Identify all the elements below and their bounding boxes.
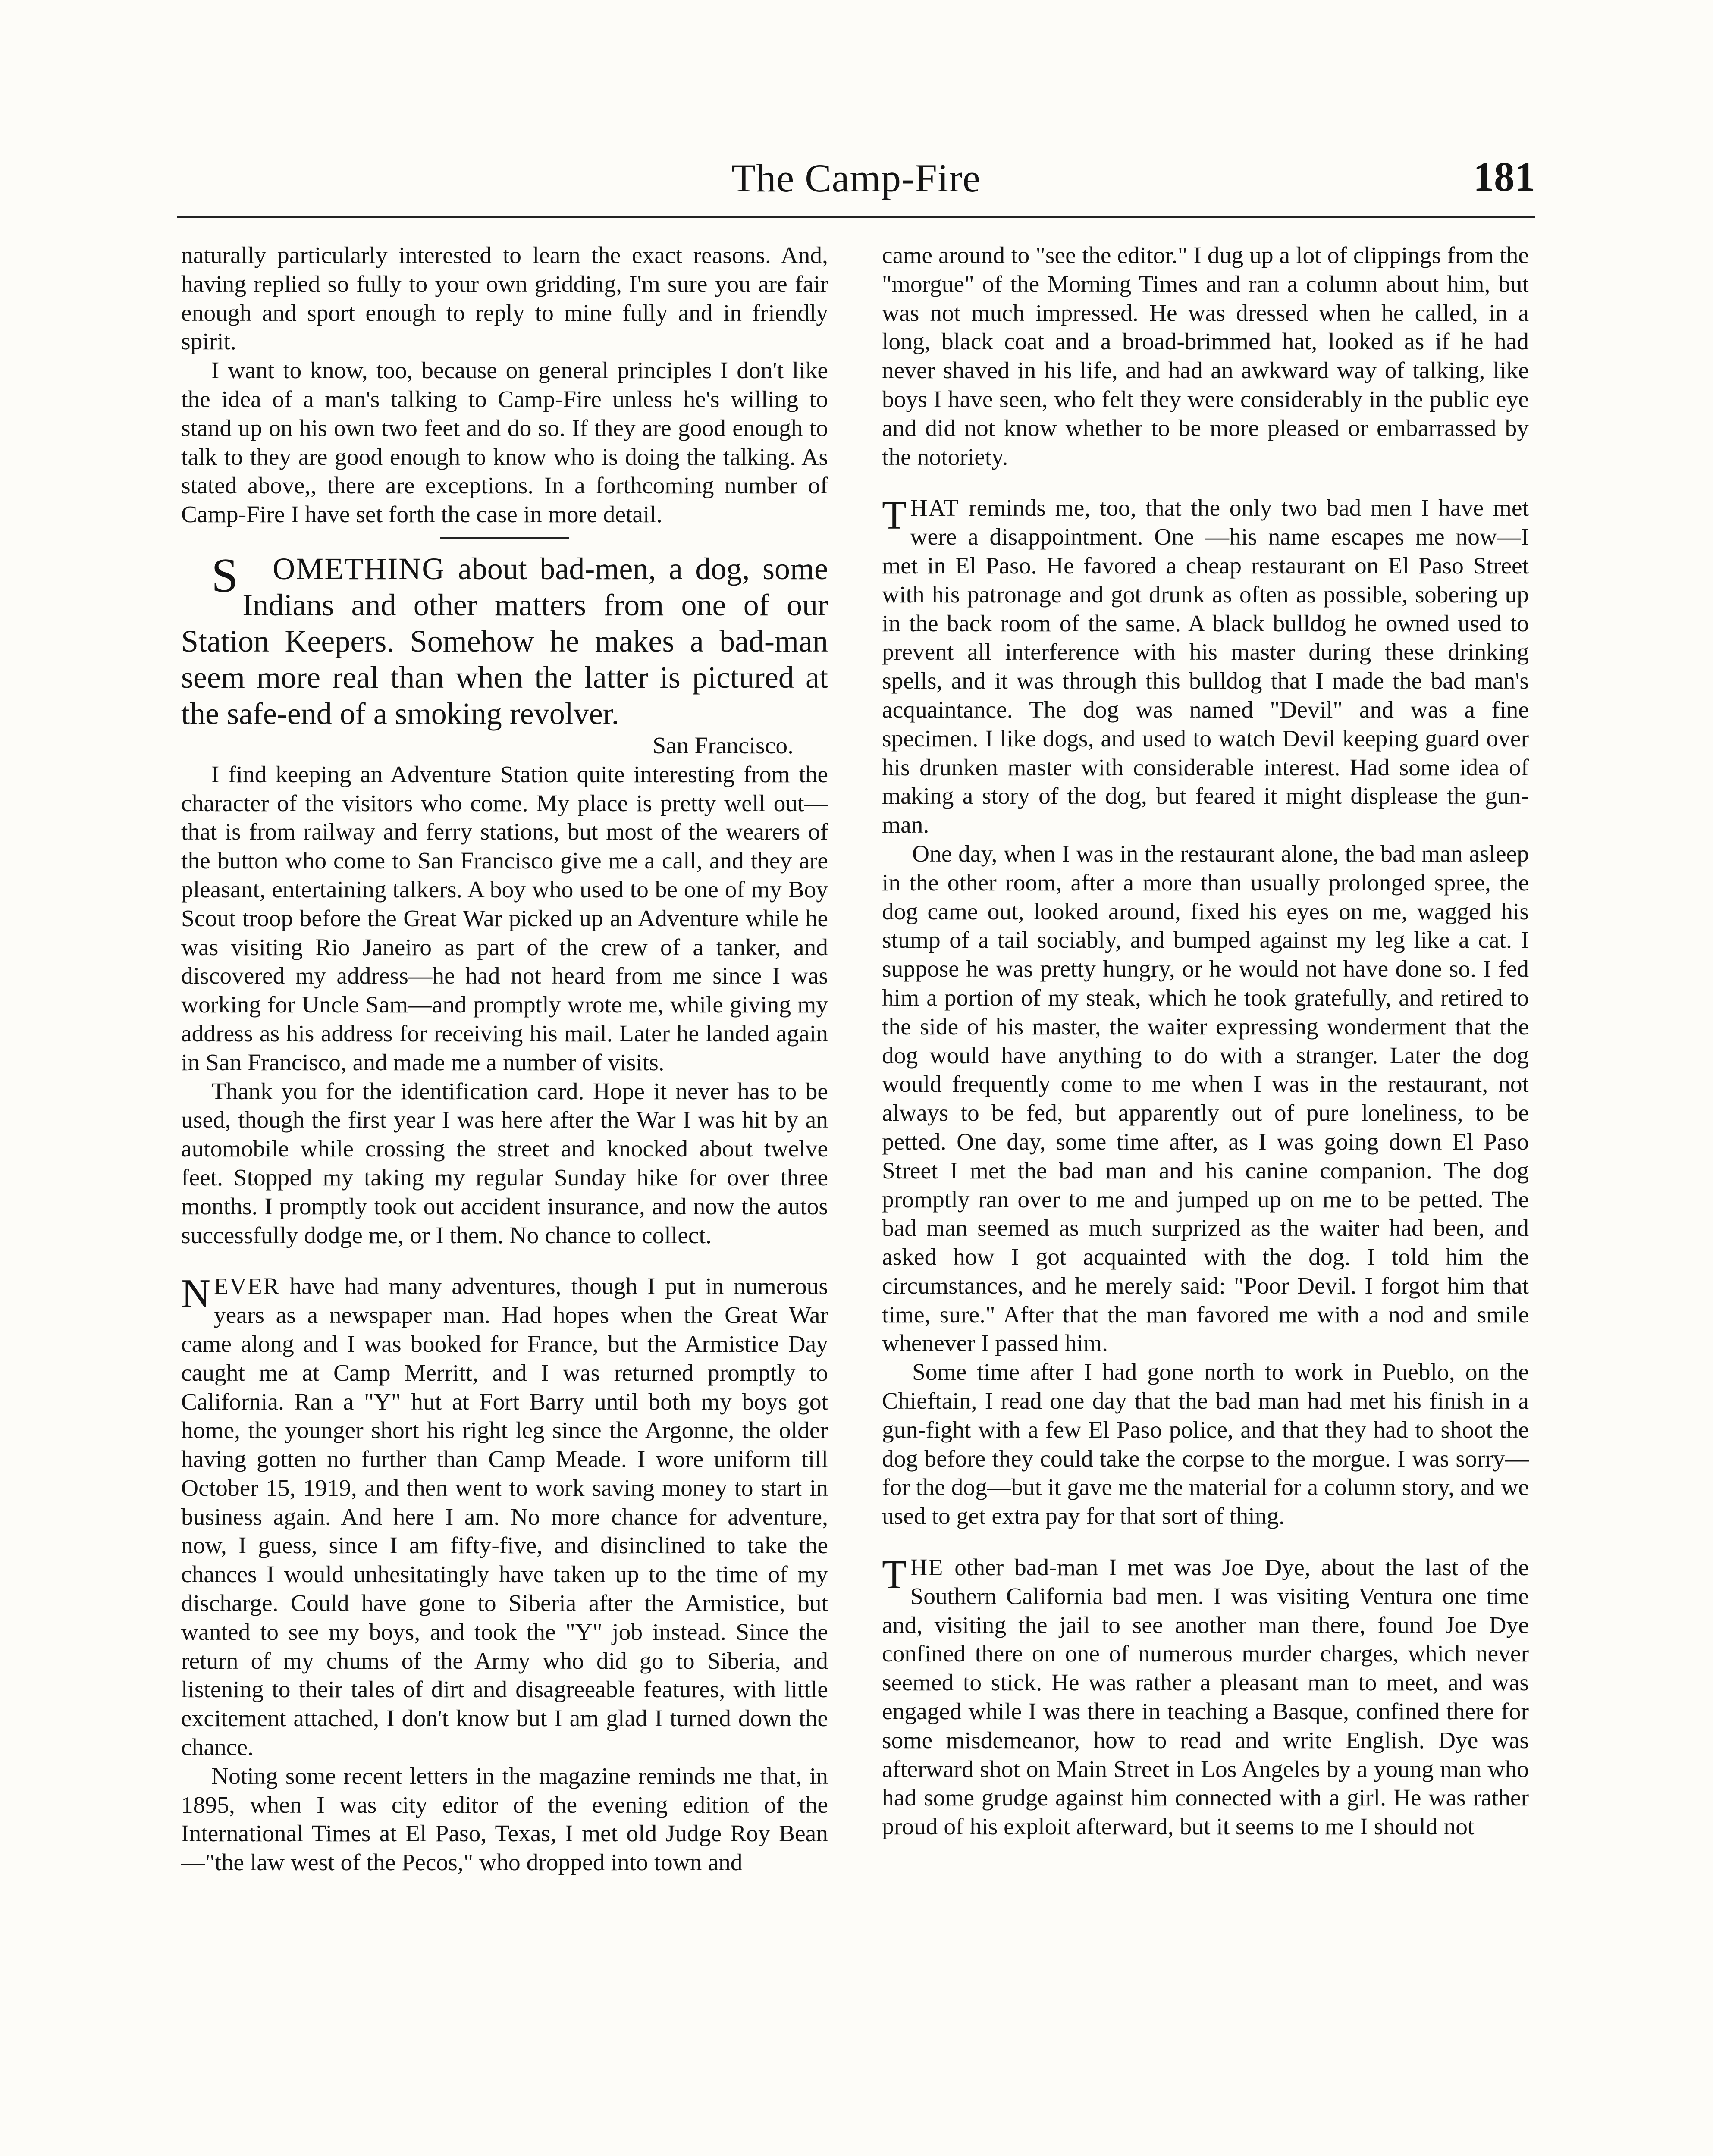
paragraph: [882, 1554, 1529, 1842]
paragraph: Some time after I had gone north to work in Pueblo, on the Chieftain, I read one day that the bad man had met his finish in a gun-fight with a few El Paso police, and that they had to shoot the dog before they could take the corpse to the morgue. I was sorry—for the dog—but it gave me the material for a column story, and we used to get extra pay for that sort of thing.: [882, 1359, 1529, 1530]
page-header: [177, 147, 1535, 218]
paragraph: Thank you for the identification card. Hope it never has to be used, though the first year I was here after the War I was hit by an automobile while crossing the street and knocked about twelve feet. Stopped my taking my regular Sunday hike for over three months. I promptly took out accident insurance, and now the autos successfully dodge me, or I them. No chance to collect.: [181, 1078, 828, 1249]
intro-text: about bad-men, a dog, some Indians and other matters from one of our Station Keepers. Somehow he makes a bad-man seem more real than when the latter is pictured at the safe-end of a smoking revolver.: [181, 551, 828, 731]
paragraph-text: other bad-man I met was Joe Dye, about the last of the Southern California bad men. I was visiting Ventura one time and, visiting the jail to see another man there, found Joe Dye confined there on one of numerous murder charges, which never seemed to stick. He was rather a pleasant man to meet, and was engaged while I was there in teaching a Basque, confined there for some misdemeanor, how to read and write English. Dye was afterward shot on Main Street in Los Angeles by a young man who had some grudge against him connected with a girl. He was rather proud of his exploit afterward, but it seems to me I should not: [882, 1554, 1529, 1840]
drop-cap: S: [211, 548, 238, 602]
running-title: The Camp-Fire: [731, 156, 981, 200]
paragraph-text: reminds me, too, that the only two bad men I have met were a disappointment. One —his name escapes me now—I met in El Paso. He favored a cheap restaurant on El Paso Street with his patronage and got drunk as often as possible, sobering up in the back room of the same. A black bulldog he owned used to prevent all interference with his master during these drinking spells, and it was through this bulldog that I made the bad man's acquaintance. The dog was named "Devil" and was a fine specimen. I like dogs, and used to watch Devil keeping guard over his drunken master with considerable interest. Had some idea of making a story of the dog, but feared it might displease the gun-man.: [882, 495, 1529, 839]
paragraph: naturally particularly interested to learn the exact reasons. And, having replied so fully to your own gridding, I'm sure you are fair enough and sport enough to reply to mine fully and in friendly spirit.: [181, 242, 828, 355]
paragraph: came around to "see the editor." I dug up a lot of clippings from the "morgue" of the Morning Times and ran a column about him, but was not much impressed. He was dressed when he called, in a long, black coat and a broad-brimmed hat, looked as if he had never shaved in his life, and had an awkward way of talking, like boys I have seen, who felt they were considerably in the public eye and did not know whether to be more pleased or embarrassed by the notoriety.: [882, 242, 1529, 470]
small-caps-lead: OMETHING: [273, 551, 446, 586]
left-column: [181, 241, 828, 1877]
paragraph: I want to know, too, because on general principles I don't like the idea of a man's talking to Camp-Fire unless he's willing to stand up on his own two feet and do so. If they are good enough to talk to they are good enough to know who is doing the talking. As stated above,, there are exceptions. In a forthcoming number of Camp-Fire I have set forth the case in more detail.: [181, 357, 828, 528]
drop-cap: T: [882, 493, 907, 538]
section-gap: [882, 1531, 1529, 1554]
drop-cap: N: [181, 1271, 210, 1316]
section-divider: [440, 537, 569, 539]
letter-dateline: San Francisco.: [653, 732, 794, 759]
paragraph: Noting some recent letters in the magazine reminds me that, in 1895, when I was city editor of the evening edition of the International Times at El Paso, Texas, I met old Judge Roy Bean—"the law west of the Pecos," who dropped into town and: [181, 1763, 828, 1876]
paragraph: I find keeping an Adventure Station quite interesting from the character of the visitors who come. My place is pretty well out—that is from railway and ferry stations, but most of the wearers of the button who come to San Francisco give me a call, and they are pleasant, entertaining talkers. A boy who used to be one of my Boy Scout troop before the Great War picked up an Adventure while he was visiting Rio Janeiro as part of the crew of a tanker, and discovered my address—he had not heard from me since I was working for Uncle Sam—and promptly wrote me, while giving my address as his address for receiving his mail. Later he landed again in San Francisco, and made me a number of visits.: [181, 761, 828, 1076]
paragraph-text: have had many adventures, though I put in numerous years as a newspaper man. Had hopes when the Great War came along and I was booked for France, but the Armistice Day caught me at Camp Merritt, and I was returned promptly to California. Ran a "Y" hut at Fort Barry until both my boys got home, the younger short his right leg since the Argonne, the older having gotten no further than Camp Meade. I wore uniform till October 15, 1919, and then went to work saving money to start in business again. And here I am. No more chance for adventure, now, I guess, since I am fifty-five, and disinclined to take the chances I would unhesitatingly have taken up to the time of my discharge. Could have gone to Siberia after the Armistice, but wanted to see my boys, and took the "Y" job instead. Since the return of my chums of the Army who did go to Siberia, and listening to their tales of dirt and disagreeable features, with little excitement attached, I don't know but I am glad I turned down the chance.: [181, 1273, 828, 1761]
small-caps-lead: EVER: [213, 1273, 280, 1300]
paragraph: [181, 1272, 828, 1762]
small-caps-lead: HE: [910, 1554, 944, 1581]
page-number: 181: [1473, 154, 1535, 200]
paragraph: [882, 494, 1529, 840]
drop-cap: T: [882, 1552, 907, 1598]
editor-intro: [181, 548, 828, 732]
section-gap: [181, 1250, 828, 1272]
small-caps-lead: HAT: [910, 495, 960, 522]
right-column: [882, 241, 1529, 1842]
section-gap: [882, 472, 1529, 494]
paragraph: One day, when I was in the restaurant alone, the bad man asleep in the other room, after a more than usually prolonged spree, the dog came out, looked around, fixed his eyes on me, wagged his stump of a tail sociably, and bumped against my leg like a cat. I suppose he was pretty hungry, or he would not have done so. I fed him a portion of my steak, which he took gratefully, and retired to the side of his master, the waiter expressing wonderment that the dog would have anything to do with a stranger. Later the dog would frequently come to me when I was in the restaurant, not always to be fed, but apparently out of pure loneliness, to be petted. One day, some time after, as I was going down El Paso Street I met the bad man and his canine companion. The dog promptly ran over to me and jumped up on me to be petted. The bad man seemed as much surprized as the waiter had been, and asked how I got acquainted with the dog. I told him the circumstances, and he merely said: "Poor Devil. I forgot him that time, sure." After that the man favored me with a nod and smile whenever I passed him.: [882, 840, 1529, 1357]
